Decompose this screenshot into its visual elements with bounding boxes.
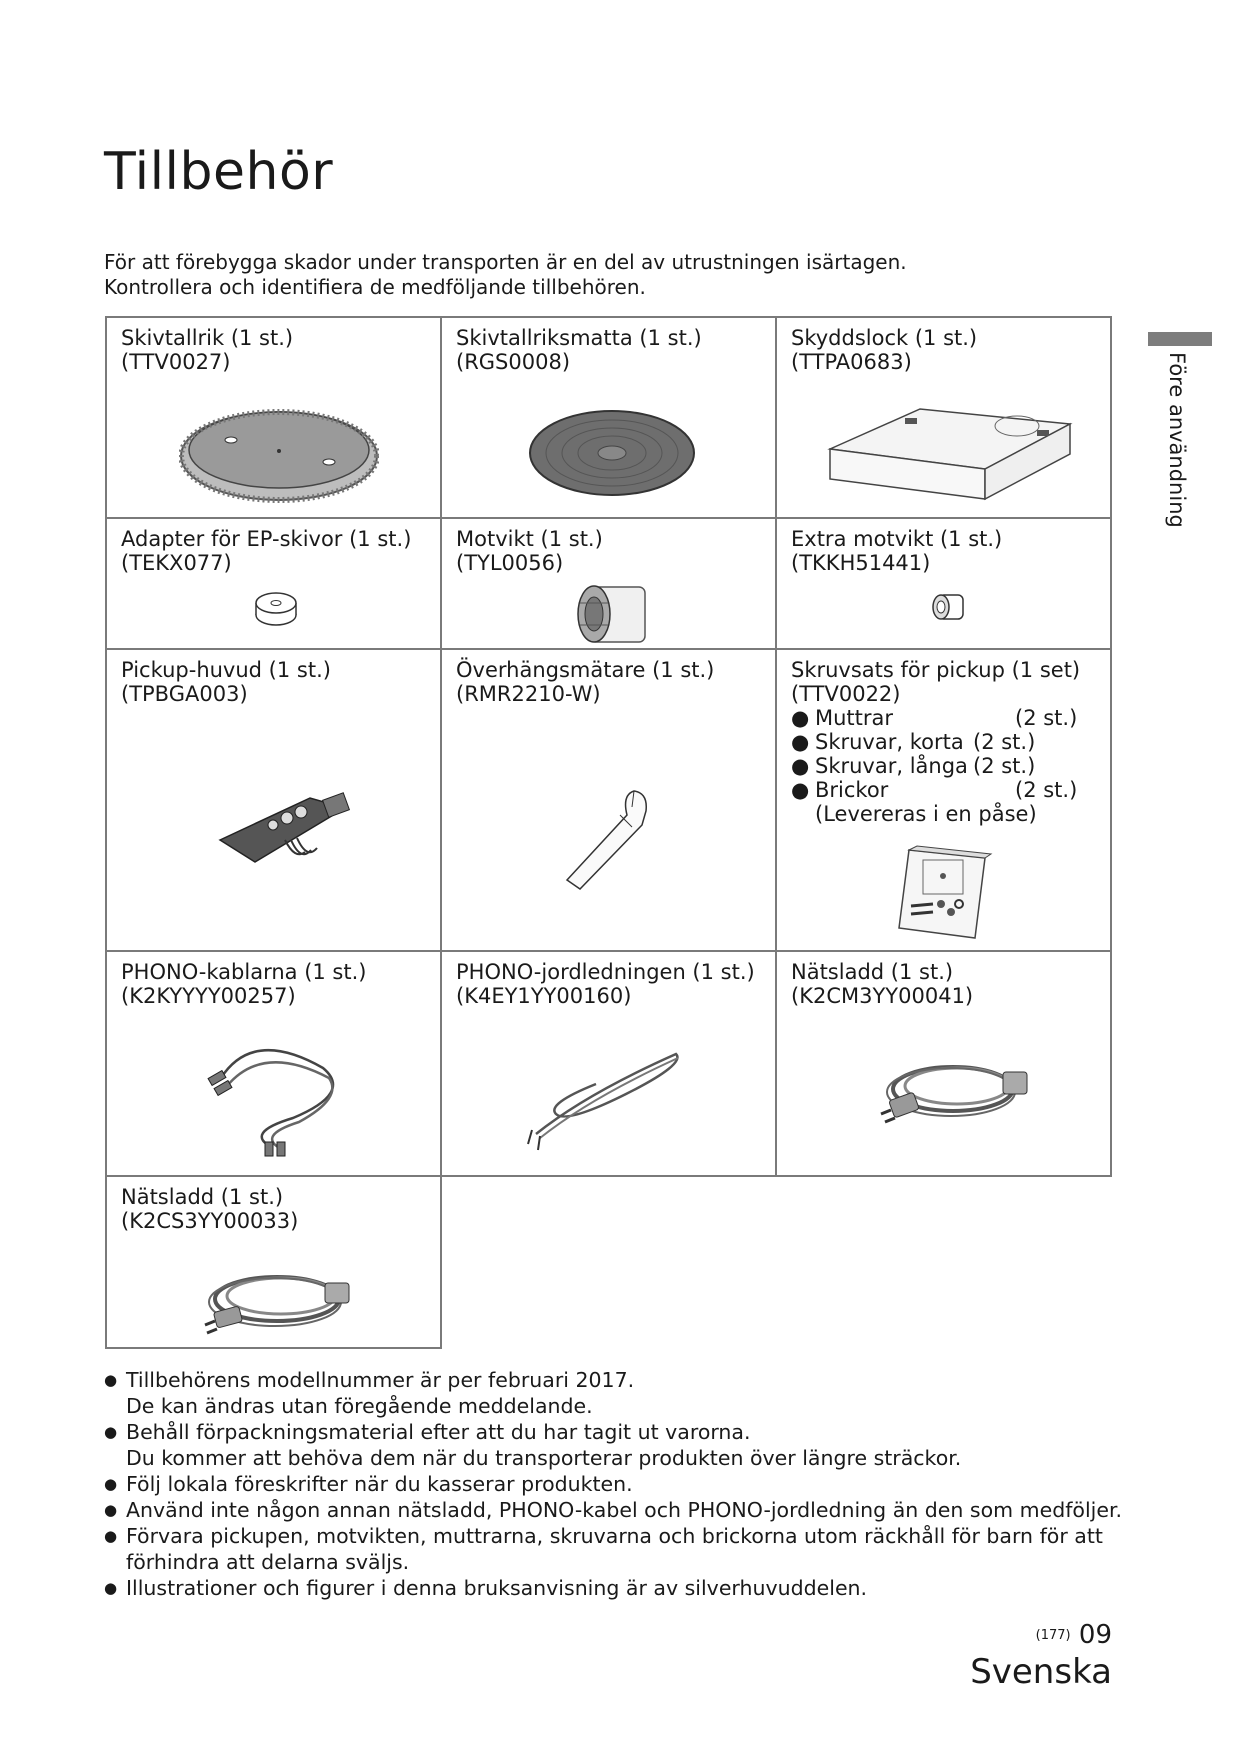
- accessory-cell: [440, 316, 777, 519]
- list-item: ● Tillbehörens modellnummer är per februari 2017. De kan ändras utan föregående meddelande.: [104, 1367, 1124, 1419]
- accessory-cell: [775, 950, 1112, 1177]
- list-item: ● Följ lokala föreskrifter när du kasserar produkten.: [104, 1471, 1124, 1497]
- accessory-code: (K2CM3YY00041): [791, 984, 974, 1008]
- ground-wire-icon: [526, 1044, 686, 1154]
- accessory-code: (TTPA0683): [791, 350, 912, 374]
- accessory-code: (RMR2210-W): [456, 682, 601, 706]
- accessory-name: Motvikt (1 st.): [456, 527, 603, 551]
- overhang-gauge-icon: [562, 785, 652, 890]
- turntable-platter-icon: [179, 404, 379, 504]
- extra-weight-icon: [929, 591, 969, 623]
- accessory-name: PHONO-jordledningen (1 st.): [456, 960, 755, 984]
- accessory-cell: [105, 648, 442, 952]
- dust-cover-icon: [825, 404, 1075, 514]
- accessory-name: Skivtallriksmatta (1 st.): [456, 326, 702, 350]
- headshell-icon: [215, 790, 350, 875]
- accessory-code: (TTV0027): [121, 350, 231, 374]
- list-item: ● Skruvar, långa (2 st.): [791, 754, 1036, 778]
- section-tab-label: Före användning: [1165, 352, 1189, 528]
- accessory-name: Extra motvikt (1 st.): [791, 527, 1003, 551]
- accessory-name: Skivtallrik (1 st.): [121, 326, 294, 350]
- list-item: ● Brickor (2 st.): [791, 778, 1078, 802]
- page-number-local: 09: [1078, 1620, 1112, 1650]
- accessory-cell: [105, 1175, 442, 1349]
- accessory-cell: [105, 517, 442, 650]
- accessory-cell: [440, 517, 777, 650]
- page-number-total: (177): [1035, 1628, 1071, 1643]
- intro-text: [104, 250, 907, 300]
- note-text: (Levereras i en påse): [815, 802, 1037, 826]
- accessory-name: Adapter för EP-skivor (1 st.): [121, 527, 412, 551]
- intro-line-1: För att förebygga skador under transporten är en del av utrustningen isärtagen.: [104, 250, 907, 274]
- turntable-mat-icon: [527, 408, 697, 498]
- accessory-cell: [105, 316, 442, 519]
- accessory-cell: [775, 648, 1112, 952]
- item-label: Skruvar, korta: [815, 730, 964, 754]
- phono-cable-icon: [203, 1038, 353, 1158]
- list-item: ● Behåll förpackningsmaterial efter att du har tagit ut varorna. Du kommer att behöva dem när du transporterar produkten över längre sträckor.: [104, 1419, 1124, 1471]
- accessory-name: PHONO-kablarna (1 st.): [121, 960, 367, 984]
- item-quantity: (2 st.): [1015, 706, 1078, 730]
- list-item: ● Skruvar, korta (2 st.): [791, 730, 1036, 754]
- item-quantity: (2 st.): [1015, 778, 1078, 802]
- accessory-name: Skyddslock (1 st.): [791, 326, 978, 350]
- accessory-code: (TPBGA003): [121, 682, 248, 706]
- list-note: [791, 802, 1080, 826]
- accessory-code: (RGS0008): [456, 350, 571, 374]
- list-item: ● Illustrationer och figurer i denna bruksanvisning är av silverhuvuddelen.: [104, 1575, 1124, 1601]
- power-cord-icon: [197, 1261, 357, 1345]
- accessory-cell: [440, 950, 777, 1177]
- screw-kit-icon: [895, 842, 993, 942]
- section-tab-marker: [1148, 332, 1212, 346]
- page-number: [1036, 1620, 1112, 1650]
- notes-list: [104, 1367, 1124, 1601]
- page-title: Tillbehör: [104, 142, 334, 202]
- item-quantity: (2 st.): [973, 754, 1036, 778]
- accessory-code: (TEKX077): [121, 551, 232, 575]
- accessory-code: (K4EY1YY00160): [456, 984, 632, 1008]
- accessory-code: (K2CS3YY00033): [121, 1209, 299, 1233]
- accessory-code: (TTV0022): [791, 682, 901, 706]
- accessory-name: Nätsladd (1 st.): [121, 1185, 284, 1209]
- ep-adapter-icon: [253, 589, 299, 629]
- accessory-cell: [775, 517, 1112, 650]
- item-label: Muttrar: [815, 706, 894, 730]
- screw-kit-contents: [791, 706, 1080, 826]
- accessory-cell: [105, 950, 442, 1177]
- language-label: Svenska: [970, 1652, 1112, 1692]
- counterweight-icon: [572, 579, 652, 649]
- list-item: ● Använd inte någon annan nätsladd, PHONO-kabel och PHONO-jordledning än den som medföljer.: [104, 1497, 1124, 1523]
- power-cord-icon: [873, 1044, 1033, 1144]
- accessory-name: Överhängsmätare (1 st.): [456, 658, 715, 682]
- accessory-name: Pickup-huvud (1 st.): [121, 658, 331, 682]
- accessory-name: Nätsladd (1 st.): [791, 960, 954, 984]
- item-quantity: (2 st.): [973, 730, 1036, 754]
- accessory-code: (TKKH51441): [791, 551, 931, 575]
- list-item: ● Muttrar (2 st.): [791, 706, 1078, 730]
- list-item: ● Förvara pickupen, motvikten, muttrarna, skruvarna och brickorna utom räckhåll för barn för att förhindra att delarna sväljs.: [104, 1523, 1124, 1575]
- accessory-name: Skruvsats för pickup (1 set): [791, 658, 1081, 682]
- accessory-cell: [775, 316, 1112, 519]
- item-label: Skruvar, långa: [815, 754, 968, 778]
- accessory-cell: [440, 648, 777, 952]
- accessory-code: (K2KYYYY00257): [121, 984, 296, 1008]
- accessory-code: (TYL0056): [456, 551, 564, 575]
- intro-line-2: Kontrollera och identifiera de medföljande tillbehören.: [104, 275, 646, 299]
- item-label: Brickor: [815, 778, 889, 802]
